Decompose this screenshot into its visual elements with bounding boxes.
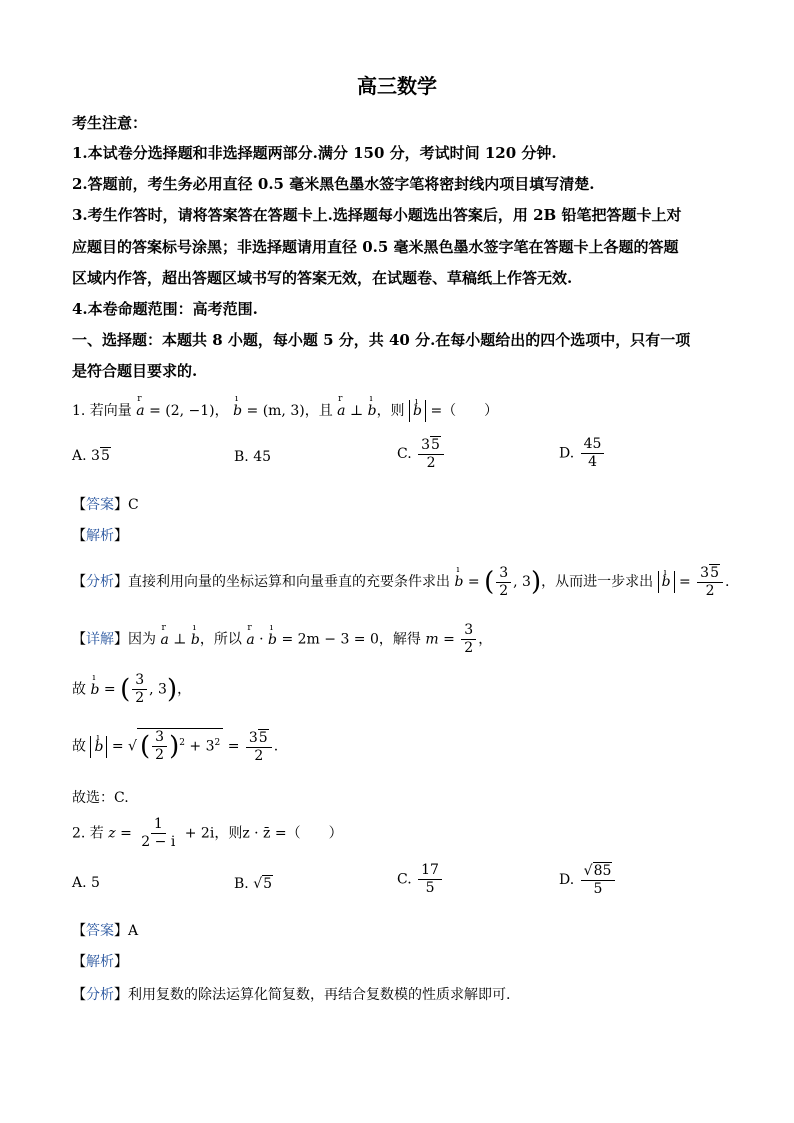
- notice-item-3-cont: 应题目的答案标号涂黑；非选择题请用直径 0.5 毫米黑色墨水签字笔在答题卡上各题的答题: [72, 238, 679, 256]
- option-value: 35: [91, 448, 110, 464]
- option-label: B.: [234, 449, 249, 465]
- answer-value: C: [128, 497, 139, 513]
- q2-stem: [72, 816, 343, 851]
- q1-b-def: = (m, 3): [246, 403, 305, 419]
- fraction: $\frac{35}{2}$: [418, 436, 444, 472]
- notice-item-3: 3.考生作答时，请将答案答在答题卡上.选择题每小题选出答案后，用 2B 铅笔把答题卡上对: [72, 206, 682, 224]
- q2-z-eq: z =: [108, 825, 132, 842]
- q2-answer: 【答案】A: [72, 923, 139, 939]
- q1-eq: =（ ）: [430, 403, 499, 419]
- fraction: $\frac{1}{2 - i}$: [141, 816, 176, 850]
- xj-m: m =: [425, 631, 455, 648]
- analysis-tag: 解析: [86, 528, 114, 544]
- answer-tag: 答案: [86, 497, 114, 513]
- q1-choose: 故选：C.: [72, 790, 129, 806]
- option-label: B.: [234, 876, 249, 892]
- fenxi-tag: 分析: [86, 574, 114, 590]
- fenxi-text: 利用复数的除法运算化简复数，再结合复数模的性质求解即可.: [128, 987, 511, 1003]
- fenxi-text2: ，从而进一步求出: [541, 574, 654, 590]
- q1-option-d: [559, 436, 606, 471]
- notice-item-1: 1.本试卷分选择题和非选择题两部分.满分 150 分，考试时间 120 分钟.: [72, 144, 557, 162]
- answer-value: A: [128, 923, 139, 939]
- q1-option-c: [397, 436, 446, 472]
- xj-expr: = 2m − 3 = 0: [281, 631, 379, 648]
- option-label: D.: [559, 445, 575, 462]
- q1-a-def: = (2, −1): [149, 403, 215, 419]
- q2-plus: + 2i: [184, 825, 215, 842]
- q1-step2: 故 ı b = ( $\frac{3}{2}$ , 3)，: [72, 672, 191, 707]
- q2-analysis-tag: 【解析】: [72, 954, 128, 970]
- option-value: 5: [91, 875, 100, 891]
- option-label: D.: [559, 872, 575, 888]
- step-prefix: 故: [72, 738, 86, 755]
- q1-answer: 【答案】C: [72, 497, 139, 513]
- vector-a: r a: [337, 403, 345, 419]
- q2-option-a: [72, 875, 100, 891]
- fenxi-text: 直接利用向量的坐标运算和向量垂直的充要条件求出: [128, 574, 450, 590]
- q1-xiangjie: 【详解】因为 r a ⊥ ı b，所以 r a · ı b = 2m − 3 = 0，解得 m = $\frac{3}{2}$ ，: [72, 622, 492, 657]
- xj-so: ，所以: [199, 631, 242, 648]
- q1-prefix: 1. 若向量: [72, 403, 132, 419]
- fraction: $\frac{√85}{5}$: [581, 862, 616, 898]
- option-label: A.: [72, 448, 87, 464]
- notice-item-4: 4.本卷命题范围：高考范围.: [72, 300, 258, 318]
- q1-option-a: [72, 447, 111, 464]
- fraction: $\frac{45}{4}$: [581, 436, 605, 471]
- option-value: √5: [253, 876, 273, 892]
- q2-option-d: [559, 862, 617, 898]
- notice-item-3-cont2: 区域内作答，超出答题区域书写的答案无效，在试题卷、草稿纸上作答无效.: [72, 269, 573, 287]
- q2-then: ，则: [214, 825, 243, 842]
- q2-option-b: [234, 875, 273, 892]
- q1-option-b: [234, 449, 271, 465]
- page-title: 高三数学: [357, 74, 437, 98]
- fraction: $\frac{17}{5}$: [418, 862, 442, 897]
- step-prefix: 故: [72, 681, 86, 698]
- q1-fenxi: 【分析】直接利用向量的坐标运算和向量垂直的充要条件求出 ı b = ( $\frac{3}{2}$ , 3)，从而进一步求出 ı b = $\frac{35}{2}$ .: [72, 564, 729, 600]
- q1-analysis-tag: 【解析】: [72, 528, 128, 544]
- notice-item-2: 2.答题前，考生务必用直径 0.5 毫米黑色墨水签字笔将密封线内项目填写清楚.: [72, 175, 595, 193]
- notice-heading: 考生注意：: [72, 114, 148, 132]
- option-value: 45: [253, 449, 272, 465]
- q2-fenxi: 【分析】利用复数的除法运算化简复数，再结合复数模的性质求解即可.: [72, 987, 511, 1003]
- vector-b: ı b: [368, 403, 377, 419]
- analysis-tag: 解析: [86, 954, 114, 970]
- q2-prefix: 2. 若: [72, 825, 104, 842]
- option-label: C.: [397, 871, 412, 888]
- q1-stem: 1. 若向量 r a = (2, −1)， ı b = (m, 3)，且 r a ⊥ ı b，则 ı b =（ ）: [72, 400, 498, 422]
- section-heading-line1: 一、选择题：本题共 8 小题，每小题 5 分，共 40 分.在每小题给出的四个选项中，只有一项: [72, 331, 691, 349]
- vector-b: ı b: [233, 403, 242, 419]
- q1-then: ，则: [376, 403, 405, 419]
- perp-symbol: ⊥: [349, 403, 364, 419]
- q1-step3: 故 ı b = √ ( $\frac{3}{2}$ )$^2 + 3^2$ = $\frac{35}{2}$ .: [72, 728, 278, 765]
- xj-because: 因为: [128, 631, 156, 648]
- q2-option-c: [397, 862, 444, 897]
- fenxi-tag: 分析: [86, 987, 114, 1003]
- xj-solve: ，解得: [378, 631, 421, 648]
- abs-b: ı b: [409, 400, 426, 422]
- vector-a: r a: [136, 403, 144, 419]
- q1-and: ，且: [304, 403, 333, 419]
- xiangjie-tag: 详解: [86, 631, 114, 648]
- option-label: A.: [72, 875, 87, 891]
- q2-zz: z · z̄ =（ ）: [242, 825, 343, 842]
- section-heading-line2: 是符合题目要求的.: [72, 362, 198, 380]
- option-label: C.: [397, 446, 412, 462]
- answer-tag: 答案: [86, 923, 114, 939]
